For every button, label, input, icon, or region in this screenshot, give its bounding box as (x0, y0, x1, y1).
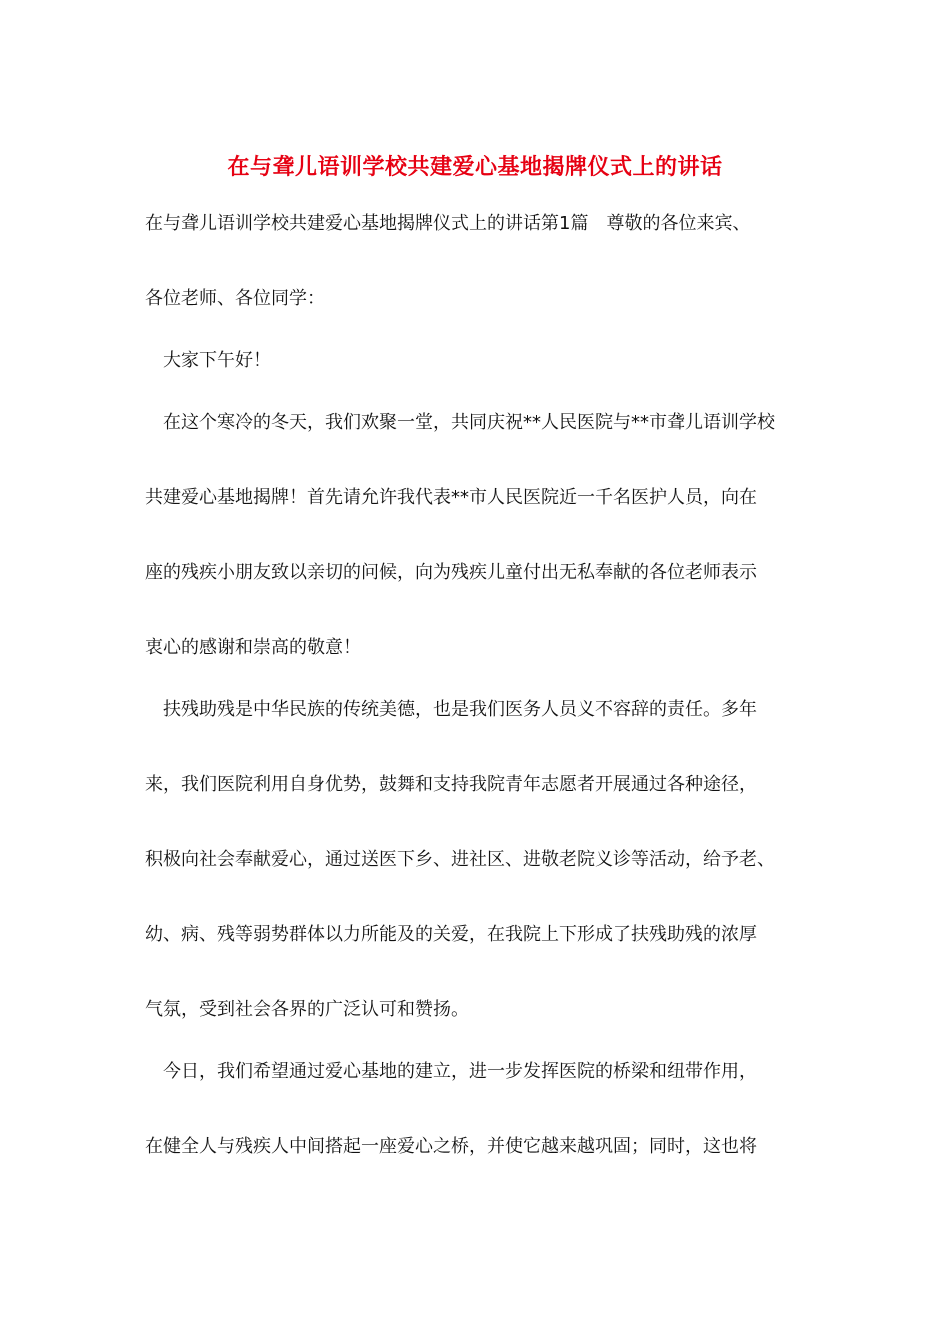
text-line: 大家下午好！ (163, 350, 271, 371)
document-title: 在与聋儿语训学校共建爱心基地揭牌仪式上的讲话 (227, 155, 723, 180)
text-line: 来，我们医院利用自身优势，鼓舞和支持我院青年志愿者开展通过各种途径， (145, 774, 757, 795)
text-line: 座的残疾小朋友致以亲切的问候，向为残疾儿童付出无私奉献的各位老师表示 (145, 562, 757, 583)
text-line: 在健全人与残疾人中间搭起一座爱心之桥，并使它越来越巩固；同时，这也将 (145, 1136, 757, 1157)
text-line: 积极向社会奉献爱心，通过送医下乡、进社区、进敬老院义诊等活动，给予老、 (145, 849, 775, 870)
text-line: 扶残助残是中华民族的传统美德，也是我们医务人员义不容辞的责任。多年 (163, 699, 757, 720)
text-line: 各位老师、各位同学： (145, 288, 325, 309)
text-line: 共建爱心基地揭牌！首先请允许我代表**市人民医院近一千名医护人员，向在 (145, 487, 757, 508)
text-line: 衷心的感谢和崇高的敬意！ (145, 637, 361, 658)
text-line: 在与聋儿语训学校共建爱心基地揭牌仪式上的讲话第1篇 尊敬的各位来宾、 (145, 213, 751, 234)
text-line: 气氛，受到社会各界的广泛认可和赞扬。 (145, 999, 469, 1020)
text-line: 在这个寒冷的冬天，我们欢聚一堂，共同庆祝**人民医院与**市聋儿语训学校 (163, 412, 775, 433)
text-line: 今日，我们希望通过爱心基地的建立，进一步发挥医院的桥梁和纽带作用， (163, 1061, 757, 1082)
text-line: 幼、病、残等弱势群体以力所能及的关爱，在我院上下形成了扶残助残的浓厚 (145, 924, 757, 945)
